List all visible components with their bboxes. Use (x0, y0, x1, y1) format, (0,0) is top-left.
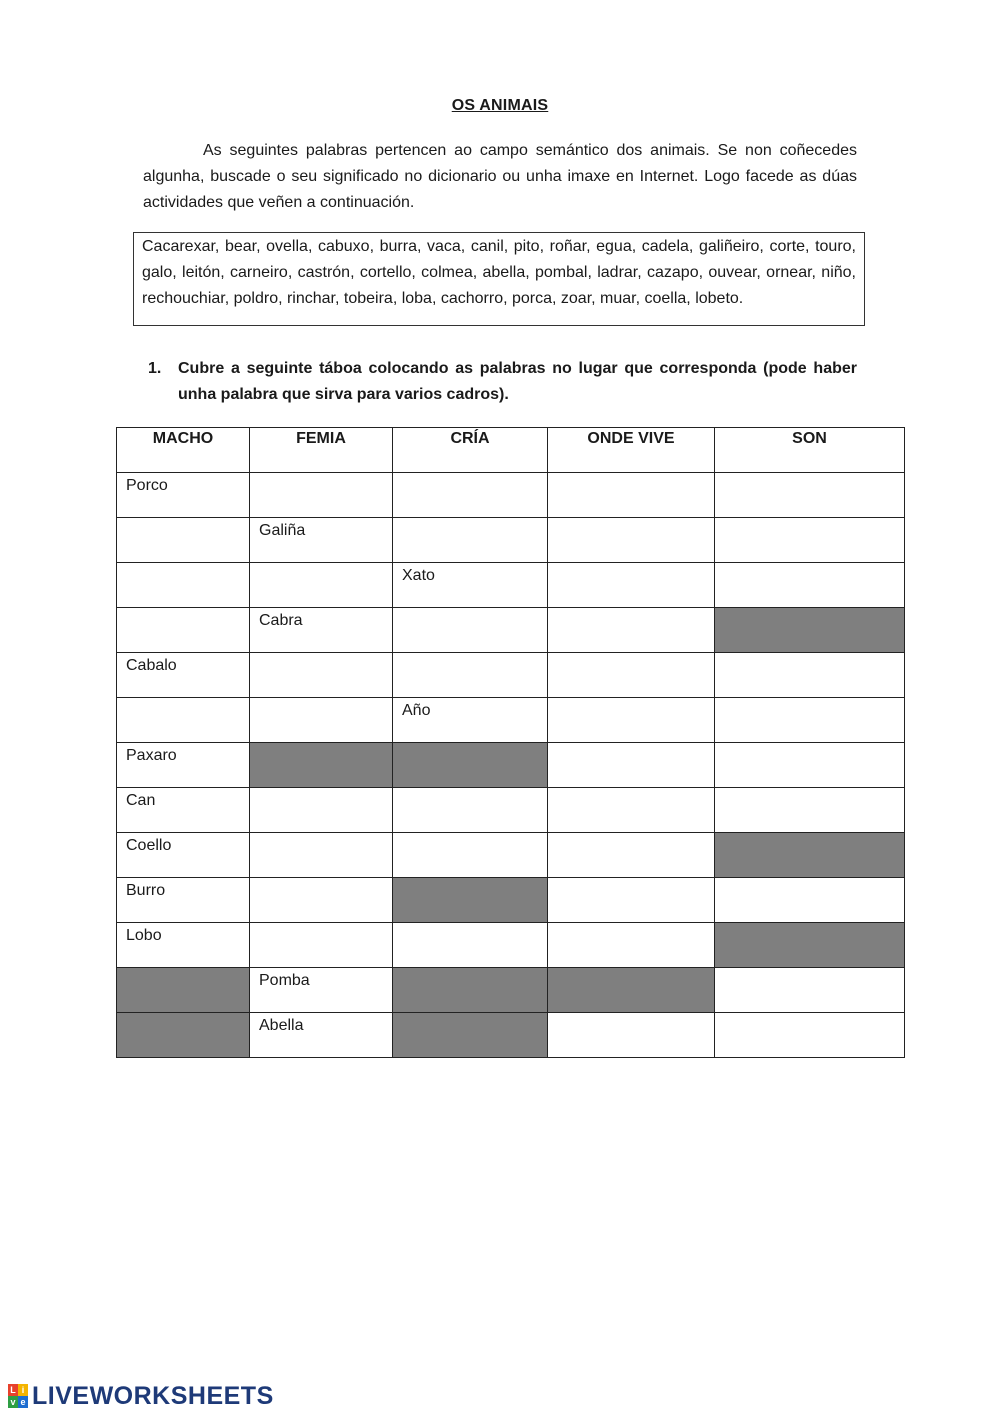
answer-cell[interactable] (117, 698, 250, 743)
answer-cell[interactable] (715, 743, 905, 788)
table-row (117, 833, 905, 878)
answer-cell[interactable] (250, 698, 393, 743)
shaded-cell (715, 923, 905, 968)
answer-cell[interactable] (715, 788, 905, 833)
shaded-cell (117, 968, 250, 1013)
answer-cell[interactable] (117, 518, 250, 563)
answer-cell[interactable] (715, 653, 905, 698)
table-row (117, 923, 905, 968)
table-row (117, 878, 905, 923)
answer-cell[interactable] (393, 833, 548, 878)
header-son: SON (715, 428, 905, 473)
given-word-cell: Año (393, 698, 548, 743)
shaded-cell (715, 833, 905, 878)
header-onde-vive: ONDE VIVE (548, 428, 715, 473)
table-row (117, 968, 905, 1013)
instruction-number: 1. (148, 360, 162, 377)
table-row (117, 563, 905, 608)
answer-cell[interactable] (548, 653, 715, 698)
answer-cell[interactable] (393, 788, 548, 833)
animals-table (116, 427, 905, 1058)
answer-cell[interactable] (250, 653, 393, 698)
shaded-cell (393, 968, 548, 1013)
answer-cell[interactable] (393, 923, 548, 968)
given-word-cell: Cabalo (117, 653, 250, 698)
header-femia: FEMIA (250, 428, 393, 473)
answer-cell[interactable] (393, 653, 548, 698)
answer-cell[interactable] (548, 608, 715, 653)
logo-mark-icon: L i v e (8, 1384, 28, 1408)
logo-brand-text: LIVEWORKSHEETS (32, 1381, 274, 1410)
answer-cell[interactable] (548, 698, 715, 743)
table-row (117, 653, 905, 698)
answer-cell[interactable] (715, 563, 905, 608)
answer-cell[interactable] (548, 563, 715, 608)
answer-cell[interactable] (715, 473, 905, 518)
shaded-cell (548, 968, 715, 1013)
word-box: Cacarexar, bear, ovella, cabuxo, burra, vaca, canil, pito, roñar, egua, cadela, galiñeiro, corte, touro, galo, leitón, carneiro, castrón, cortello, colmea, abella, pombal, ladrar, cazapo, ouvear, ornear, niño, rechouchiar, poldro, rinchar, tobeira, loba, cachorro, porca, zoar, muar, coella, lobeto. (133, 232, 865, 326)
answer-cell[interactable] (117, 563, 250, 608)
document-title: OS ANIMAIS (451, 97, 549, 114)
answer-cell[interactable] (715, 878, 905, 923)
answer-cell[interactable] (250, 923, 393, 968)
answer-cell[interactable] (393, 608, 548, 653)
header-cria: CRÍA (393, 428, 548, 473)
answer-cell[interactable] (117, 608, 250, 653)
table-row (117, 608, 905, 653)
header-macho: MACHO (117, 428, 250, 473)
answer-cell[interactable] (715, 968, 905, 1013)
given-word-cell: Galiña (250, 518, 393, 563)
table-row (117, 698, 905, 743)
answer-cell[interactable] (250, 473, 393, 518)
answer-cell[interactable] (715, 1013, 905, 1058)
given-word-cell: Cabra (250, 608, 393, 653)
answer-cell[interactable] (548, 1013, 715, 1058)
answer-cell[interactable] (250, 833, 393, 878)
answer-cell[interactable] (393, 473, 548, 518)
given-word-cell: Xato (393, 563, 548, 608)
given-word-cell: Pomba (250, 968, 393, 1013)
given-word-cell: Can (117, 788, 250, 833)
answer-cell[interactable] (548, 518, 715, 563)
table-row (117, 743, 905, 788)
table-row (117, 473, 905, 518)
answer-cell[interactable] (250, 563, 393, 608)
answer-cell[interactable] (548, 878, 715, 923)
answer-cell[interactable] (548, 788, 715, 833)
instruction-text: Cubre a seguinte táboa colocando as palabras no lugar que corresponda (pode haber unha palabra que sirva para varios cadros). (178, 360, 857, 403)
shaded-cell (250, 743, 393, 788)
answer-cell[interactable] (715, 518, 905, 563)
shaded-cell (715, 608, 905, 653)
answer-cell[interactable] (548, 743, 715, 788)
answer-cell[interactable] (715, 698, 905, 743)
table-header-row (117, 428, 905, 473)
shaded-cell (393, 1013, 548, 1058)
answer-cell[interactable] (548, 473, 715, 518)
answer-cell[interactable] (250, 788, 393, 833)
table-body (117, 473, 905, 1058)
table-row (117, 1013, 905, 1058)
table-row (117, 518, 905, 563)
answer-cell[interactable] (548, 833, 715, 878)
given-word-cell: Lobo (117, 923, 250, 968)
liveworksheets-logo (8, 1381, 274, 1411)
given-word-cell: Porco (117, 473, 250, 518)
given-word-cell: Burro (117, 878, 250, 923)
intro-paragraph: As seguintes palabras pertencen ao campo semántico dos animais. Se non coñecedes algunha, buscade o seu significado no dicionario ou unha imaxe en Internet. Logo facede as dúas actividades que veñen a continuación. (143, 142, 857, 211)
answer-cell[interactable] (393, 518, 548, 563)
table-row (117, 788, 905, 833)
given-word-cell: Paxaro (117, 743, 250, 788)
shaded-cell (393, 878, 548, 923)
given-word-cell: Abella (250, 1013, 393, 1058)
given-word-cell: Coello (117, 833, 250, 878)
shaded-cell (117, 1013, 250, 1058)
shaded-cell (393, 743, 548, 788)
answer-cell[interactable] (548, 923, 715, 968)
instruction (148, 356, 857, 408)
answer-cell[interactable] (250, 878, 393, 923)
